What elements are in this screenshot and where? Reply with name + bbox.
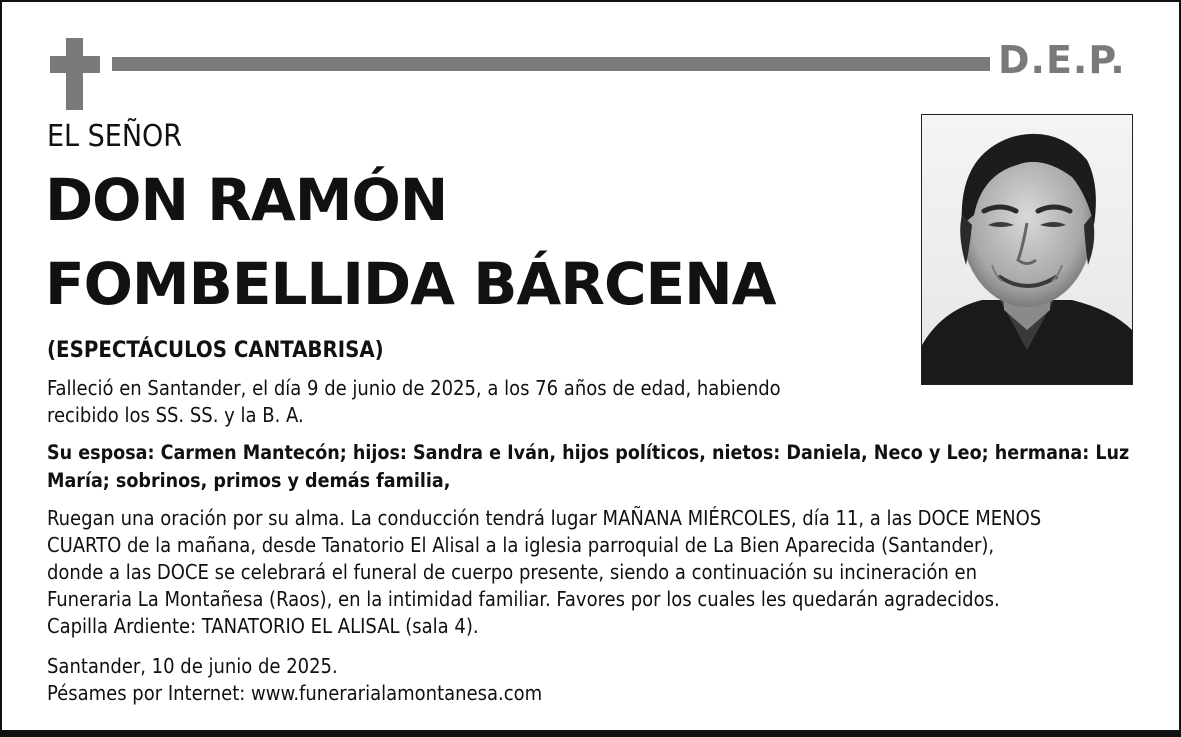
dep-heading: D.E.P. <box>998 38 1126 82</box>
deceased-name-line1: DON RAMÓN <box>45 166 448 234</box>
cross-icon <box>66 38 83 110</box>
service-line: Ruegan una oración por su alma. La conducción tendrá lugar MAÑANA MIÉRCOLES, día 11, a las DOCE MENOS <box>47 506 1042 530</box>
portrait-image <box>922 115 1132 384</box>
portrait-photo <box>921 114 1133 385</box>
footer-web: Pésames por Internet: www.funerarialamontanesa.com <box>47 681 543 705</box>
family-list <box>47 439 1129 495</box>
family-line: María; sobrinos, primos y demás familia, <box>47 469 451 492</box>
footer-date: Santander, 10 de junio de 2025. <box>47 654 338 678</box>
service-line: donde a las DOCE se celebrará el funeral de cuerpo presente, siendo a continuación su incineración en <box>47 560 977 584</box>
company-affiliation: (ESPECTÁCULOS CANTABRISA) <box>47 338 384 363</box>
service-line: CUARTO de la mañana, desde Tanatorio El Alisal a la iglesia parroquial de La Bien Aparecida (Santander), <box>47 533 995 557</box>
service-line: Capilla Ardiente: TANATORIO EL ALISAL (sala 4). <box>47 614 479 638</box>
family-line: Su esposa: Carmen Mantecón; hijos: Sandra e Iván, hijos políticos, nietos: Daniela, Neco y Leo; hermana: Luz <box>47 441 1130 464</box>
death-notice-line: Falleció en Santander, el día 9 de junio de 2025, a los 76 años de edad, habiendo <box>47 376 781 400</box>
deceased-name-line2: FOMBELLIDA BÁRCENA <box>45 250 776 318</box>
death-notice-line: recibido los SS. SS. y la B. A. <box>47 403 304 427</box>
footer <box>47 653 542 707</box>
header-rule <box>112 57 990 71</box>
service-line: Funeraria La Montañesa (Raos), en la intimidad familiar. Favores por los cuales les quedarán agradecidos. <box>47 587 1000 611</box>
cross-icon-bar <box>50 56 100 73</box>
intro-label: EL SEÑOR <box>47 119 183 154</box>
service-details <box>47 505 1041 640</box>
death-notice <box>47 375 781 429</box>
